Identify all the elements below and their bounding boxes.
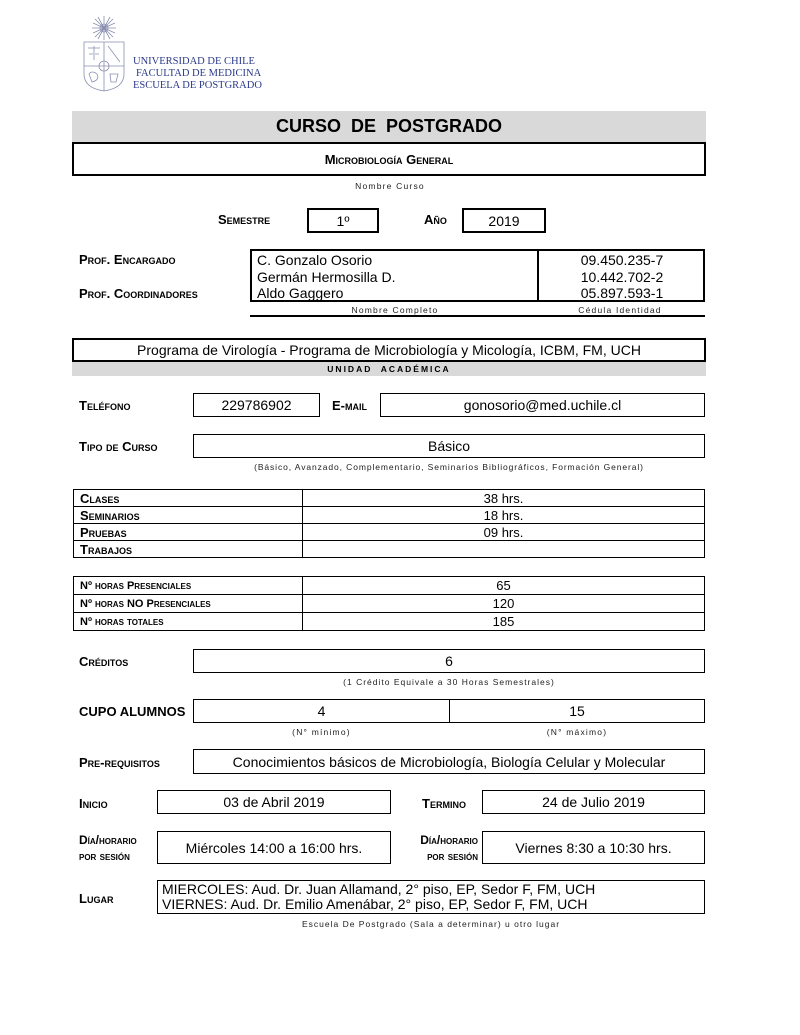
academic-unit-caption-bar xyxy=(72,362,706,376)
professors-names xyxy=(257,252,395,302)
faculty-name: FACULTAD DE MEDICINA xyxy=(136,68,262,79)
university-name: UNIVERSIDAD DE CHILE xyxy=(133,56,255,67)
professor-name: C. Gonzalo Osorio xyxy=(257,252,373,268)
schedule-label-line1: Día/horario xyxy=(79,833,137,847)
professor-id: 10.442.702-2 xyxy=(580,268,664,285)
quota-max-value: 15 xyxy=(569,703,585,719)
year-field xyxy=(462,208,546,233)
professor-id: 05.897.593-1 xyxy=(580,285,664,301)
session2-field xyxy=(482,831,705,864)
hours-label: Nº horas NO Presenciales xyxy=(74,595,303,613)
academic-unit-caption: UNIDAD ACADÉMICA xyxy=(327,364,451,374)
table-row xyxy=(74,595,705,613)
table-row xyxy=(74,577,705,595)
schedule-label-2 xyxy=(402,832,478,864)
end-label: Termino xyxy=(422,796,466,811)
professor-id: 09.450.235-7 xyxy=(580,252,664,268)
session1-value: Miércoles 14:00 a 16:00 hrs. xyxy=(185,839,363,856)
credits-field xyxy=(193,649,705,673)
credits-caption: (1 Crédito Equivale a 30 Horas Semestrales) xyxy=(343,677,555,687)
institution-name xyxy=(133,56,262,92)
university-crest-icon xyxy=(78,16,130,92)
hours-table xyxy=(73,576,705,631)
professors-table xyxy=(250,249,705,302)
place-line: VIERNES: Aud. Dr. Emilio Amenábar, 2° piso, EP, Sedor F, FM, UCH xyxy=(162,896,588,912)
place-caption: Escuela De Postgrado (Sala a determinar) u otro lugar xyxy=(301,919,561,929)
table-row xyxy=(74,507,705,524)
start-field xyxy=(157,790,391,814)
place-lines xyxy=(162,882,595,913)
phone-label: Teléfono xyxy=(79,398,131,413)
professors-ids xyxy=(539,252,705,302)
place-line: MIERCOLES: Aud. Dr. Juan Allamand, 2° piso, EP, Sedor F, FM, UCH xyxy=(162,880,596,897)
hours-label: Nº horas totales xyxy=(74,613,303,631)
prerequisites-field xyxy=(193,749,705,774)
course-name-field xyxy=(72,142,706,176)
start-value: 03 de Abril 2019 xyxy=(223,794,325,810)
academic-unit-field xyxy=(72,338,706,362)
year-value: 2019 xyxy=(488,212,520,229)
professors-underline xyxy=(250,315,705,317)
quota-min-value: 4 xyxy=(317,703,326,719)
credits-value: 6 xyxy=(445,653,453,669)
hours-value: 185 xyxy=(303,613,705,631)
prof-coordinadores-label: Prof. Coordinadores xyxy=(79,286,198,301)
table-row xyxy=(74,613,705,631)
email-label: E-mail xyxy=(332,398,367,413)
start-label: Inicio xyxy=(79,796,108,811)
academic-unit-value: Programa de Virología - Programa de Microbiología y Micología, ICBM, FM, UCH xyxy=(137,342,641,358)
place-label: Lugar xyxy=(79,891,114,906)
prerequisites-label: Pre-requisitos xyxy=(79,755,160,770)
hours-label: Nº horas Presenciales xyxy=(74,577,303,595)
phone-field xyxy=(193,393,320,417)
semester-value: 1º xyxy=(336,212,350,229)
email-field xyxy=(380,393,705,417)
course-type-field xyxy=(193,434,705,458)
id-caption: Cédula Identidad xyxy=(578,305,662,315)
session2-value: Viernes 8:30 a 10:30 hrs. xyxy=(515,839,672,856)
quota-label: CUPO ALUMNOS xyxy=(79,704,186,719)
activity-value: 18 hrs. xyxy=(303,507,705,524)
quota-max-field xyxy=(449,699,705,723)
quota-min-field xyxy=(193,699,450,723)
activity-label: Clases xyxy=(74,490,303,507)
course-type-caption: (Básico, Avanzado, Complementario, Seminarios Bibliográficos, Formación General) xyxy=(254,462,644,472)
activity-label: Pruebas xyxy=(74,524,303,541)
activity-value xyxy=(303,541,705,558)
end-value: 24 de Julio 2019 xyxy=(542,794,645,810)
school-name: ESCUELA DE POSTGRADO xyxy=(133,80,262,91)
hours-value: 65 xyxy=(303,577,705,595)
course-type-label: Tipo de Curso xyxy=(79,439,158,454)
activity-label: Trabajos xyxy=(74,541,303,558)
course-name: Microbiología General xyxy=(324,151,454,167)
year-label: Año xyxy=(424,212,447,227)
table-row xyxy=(74,541,705,558)
prof-encargado-label: Prof. Encargado xyxy=(79,252,176,267)
professor-name: Aldo Gaggero xyxy=(257,285,344,301)
activity-value: 38 hrs. xyxy=(303,490,705,507)
page-title-text: CURSO DE POSTGRADO xyxy=(275,116,503,136)
course-type-value: Básico xyxy=(427,438,471,454)
schedule-label-line1: Día/horario xyxy=(420,833,478,847)
table-row xyxy=(74,490,705,507)
table-row xyxy=(74,524,705,541)
hours-value: 120 xyxy=(303,595,705,613)
place-field xyxy=(157,880,705,914)
name-caption: Nombre Completo xyxy=(351,305,439,315)
schedule-label-line2: por sesión xyxy=(427,849,478,863)
quota-min-caption: (N° mínimo) xyxy=(292,727,351,737)
phone-value: 229786902 xyxy=(221,397,292,413)
credits-label: Créditos xyxy=(79,654,129,669)
professor-name: Germán Hermosilla D. xyxy=(257,268,396,285)
activity-label: Seminarios xyxy=(74,507,303,524)
schedule-label-1 xyxy=(79,832,137,864)
quota-max-caption: (N° máximo) xyxy=(546,727,608,737)
prerequisites-value: Conocimientos básicos de Microbiología, Biología Celular y Molecular xyxy=(232,753,666,770)
semester-label: Semestre xyxy=(218,212,271,227)
semester-field xyxy=(307,208,379,233)
schedule-label-line2: por sesión xyxy=(79,849,130,863)
page-title xyxy=(72,111,706,142)
end-field xyxy=(482,790,705,814)
session1-field xyxy=(157,831,391,864)
course-name-caption: Nombre Curso xyxy=(355,181,425,191)
activity-value: 09 hrs. xyxy=(303,524,705,541)
activities-table xyxy=(73,489,705,558)
email-value: gonosorio@med.uchile.cl xyxy=(463,397,622,413)
